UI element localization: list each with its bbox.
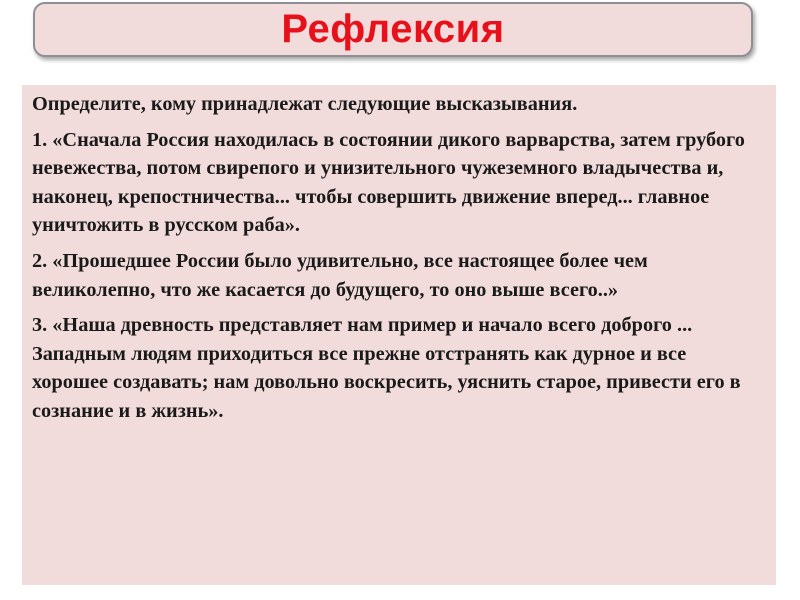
slide-title: Рефлексия [281,7,505,51]
quote-2: 2. «Прошедшее России было удивительно, все настоящее более чем великолепно, что же касается до будущего, то оно выше всего..» [32,249,648,301]
intro-text: Определите, кому принадлежат следующие высказывания. [32,93,578,115]
quote-1: 1. «Сначала Россия находилась в состоянии дикого варварства, затем грубого невежества, потом свирепого и унизительного чужеземного владычества и, наконец, крепостничества... чтобы совершить движение вперед... главное уничтожить в русском раба». [32,128,745,237]
content-box [22,85,776,585]
quote-3: 3. «Наша древность представляет нам пример и начало всего доброго ... Западным людям приходиться все прежне отстранять как дурное и все хорошее создавать; нам довольно воскресить, уяснить старое, привести его в сознание и в жизнь». [32,314,741,422]
title-box [33,2,753,57]
